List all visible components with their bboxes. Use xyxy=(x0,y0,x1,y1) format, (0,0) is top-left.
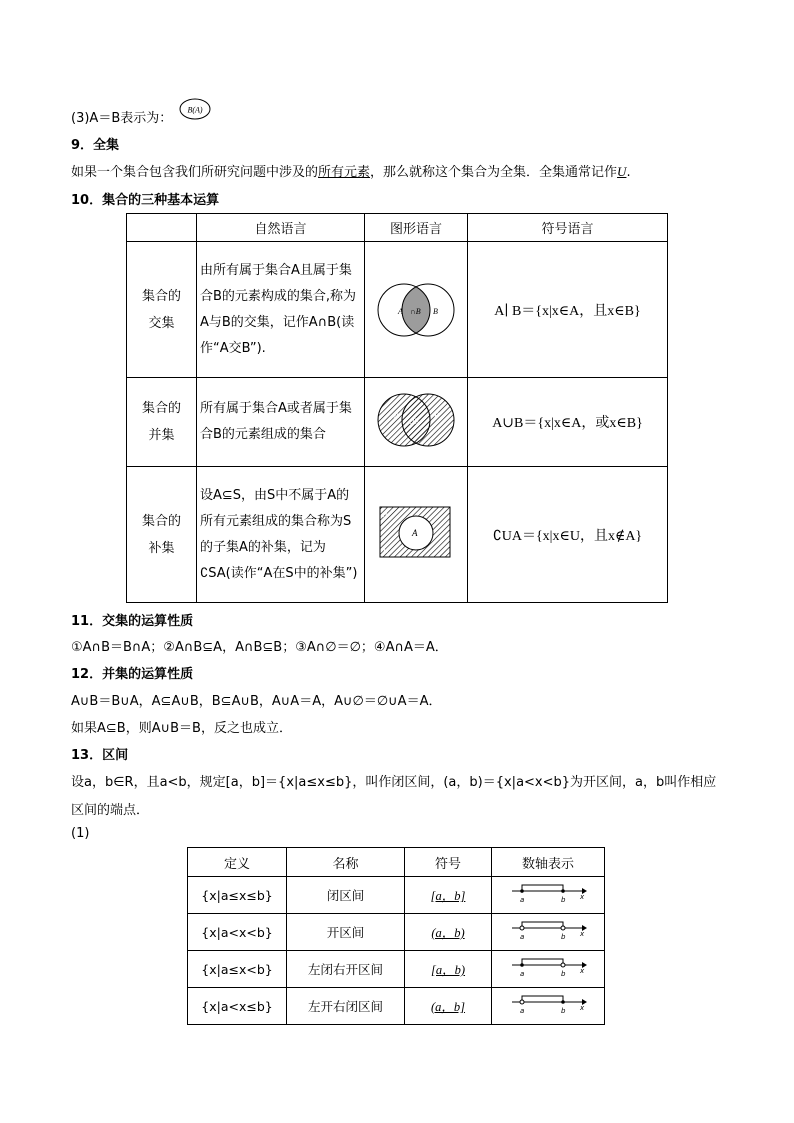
number-line-left-closed-icon xyxy=(508,957,588,979)
svg-text:∪B: ∪B xyxy=(408,417,419,426)
svg-text:A: A xyxy=(398,306,403,316)
op-row-complement xyxy=(127,467,668,603)
item3-venn-icon xyxy=(179,97,213,121)
s12-body1: A∪B＝B∪A，A⊆A∪B，B⊆A∪B，A∪A＝A，A∪∅＝∅∪A＝A． xyxy=(71,694,442,709)
svg-text:a: a xyxy=(520,895,525,904)
iv-axis xyxy=(492,988,605,1025)
svg-text:a: a xyxy=(520,1006,525,1015)
operations-table xyxy=(126,213,668,603)
svg-text:a: a xyxy=(520,969,525,978)
op-header-blank xyxy=(127,214,197,242)
s13-body1: 设a，b∈R，且a<b，规定[a，b]＝{x|a≤x≤b}，叫作闭区间，(a，b)＝{x|a<x<b}为开区间，a，b叫作相应 xyxy=(71,775,717,790)
number-line-closed-icon xyxy=(508,883,588,905)
iv-symbol: [a，b] xyxy=(405,877,492,914)
op-graphic-intersection xyxy=(365,242,468,378)
iv-def: {x|a<x≤b} xyxy=(188,988,287,1025)
svg-text:b: b xyxy=(561,1006,566,1015)
svg-text:x: x xyxy=(580,892,585,901)
svg-text:B: B xyxy=(434,411,439,420)
op-header-graphic: 图形语言 xyxy=(365,214,468,242)
intersection-venn-icon xyxy=(372,276,460,340)
iv-symbol: (a，b) xyxy=(405,914,492,951)
svg-text:A: A xyxy=(412,527,418,538)
iv-header-def: 定义 xyxy=(188,848,287,877)
svg-text:U: U xyxy=(383,545,389,555)
op-symbol-complement: ∁UA＝{x|x∈U，且x∉A} xyxy=(468,467,668,603)
op-natural-union: 所有属于集合A或者属于集合B的元素组成的集合 xyxy=(197,378,365,467)
iv-def: {x|a<x<b} xyxy=(188,914,287,951)
svg-text:x: x xyxy=(580,966,585,975)
iv-axis xyxy=(492,914,605,951)
svg-text:b: b xyxy=(561,895,566,904)
svg-text:b: b xyxy=(561,932,566,941)
s10-heading: 10．集合的三种基本运算 xyxy=(71,193,220,208)
op-row-union xyxy=(127,378,668,467)
iv-def: {x|a≤x≤b} xyxy=(188,877,287,914)
op-graphic-union xyxy=(365,378,468,467)
iv-name: 左开右闭区间 xyxy=(287,988,405,1025)
svg-text:A: A xyxy=(394,411,399,420)
s13-sub: (1) xyxy=(71,826,90,841)
op-natural-intersection: 由所有属于集合A且属于集合B的元素构成的集合,称为A与B的交集，记作A∩B(读作“A交B”). xyxy=(197,242,365,378)
iv-row-open xyxy=(188,914,605,951)
item3-text: A＝B表示为： xyxy=(89,111,173,126)
iv-axis xyxy=(492,877,605,914)
svg-text:∩B: ∩B xyxy=(410,306,421,316)
iv-row-left-open xyxy=(188,988,605,1025)
op-header-natural: 自然语言 xyxy=(197,214,365,242)
op-header-symbol: 符号语言 xyxy=(468,214,668,242)
op-symbol-union: A∪B＝{x|x∈A，或x∈B} xyxy=(468,378,668,467)
item3-venn-label: B(A) xyxy=(187,105,203,115)
iv-name: 开区间 xyxy=(287,914,405,951)
complement-venn-icon xyxy=(378,505,454,561)
s9-heading: 9．全集 xyxy=(71,138,120,153)
iv-header-name: 名称 xyxy=(287,848,405,877)
iv-symbol: (a，b] xyxy=(405,988,492,1025)
op-graphic-complement xyxy=(365,467,468,603)
iv-name: 闭区间 xyxy=(287,877,405,914)
iv-name: 左闭右开区间 xyxy=(287,951,405,988)
item3-line xyxy=(71,107,172,126)
svg-text:a: a xyxy=(520,932,525,941)
item3-prefix: (3) xyxy=(71,111,90,126)
svg-text:B: B xyxy=(433,306,438,316)
iv-header-axis: 数轴表示 xyxy=(492,848,605,877)
s13-body2: 区间的端点． xyxy=(71,803,150,818)
op-name-union: 集合的 并集 xyxy=(127,378,197,467)
number-line-left-open-icon xyxy=(508,994,588,1016)
svg-text:b: b xyxy=(561,969,566,978)
op-symbol-intersection: A∣ B＝{x|x∈A，且x∈B} xyxy=(468,242,668,378)
op-natural-complement: 设A⊆S，由S中不属于A的所有元素组成的集合称为S的子集A的补集，记为∁SA(读作“A在S中的补集”) xyxy=(197,467,365,603)
op-name-complement: 集合的 补集 xyxy=(127,467,197,603)
iv-axis xyxy=(492,951,605,988)
interval-table xyxy=(187,847,605,1025)
svg-text:A: A xyxy=(383,509,388,519)
svg-text:x: x xyxy=(580,929,585,938)
iv-row-left-closed xyxy=(188,951,605,988)
iv-symbol: [a，b) xyxy=(405,951,492,988)
iv-header-symbol: 符号 xyxy=(405,848,492,877)
number-line-open-icon xyxy=(508,920,588,942)
s11-body: ①A∩B＝B∩A；②A∩B⊆A，A∩B⊆B；③A∩∅＝∅；④A∩A＝A． xyxy=(71,640,448,655)
union-venn-icon xyxy=(372,388,460,452)
op-row-intersection xyxy=(127,242,668,378)
op-name-intersection: 集合的 交集 xyxy=(127,242,197,378)
iv-row-closed xyxy=(188,877,605,914)
s9-body: 如果一个集合包含我们所研究问题中涉及的所有元素，那么就称这个集合为全集．全集通常记作U. xyxy=(71,164,631,180)
s12-body2: 如果A⊆B，则A∪B＝B，反之也成立． xyxy=(71,721,292,736)
s13-heading: 13．区间 xyxy=(71,748,129,763)
iv-def: {x|a≤x<b} xyxy=(188,951,287,988)
s11-heading: 11．交集的运算性质 xyxy=(71,614,194,629)
svg-text:x: x xyxy=(580,1003,585,1012)
s12-heading: 12．并集的运算性质 xyxy=(71,667,194,682)
